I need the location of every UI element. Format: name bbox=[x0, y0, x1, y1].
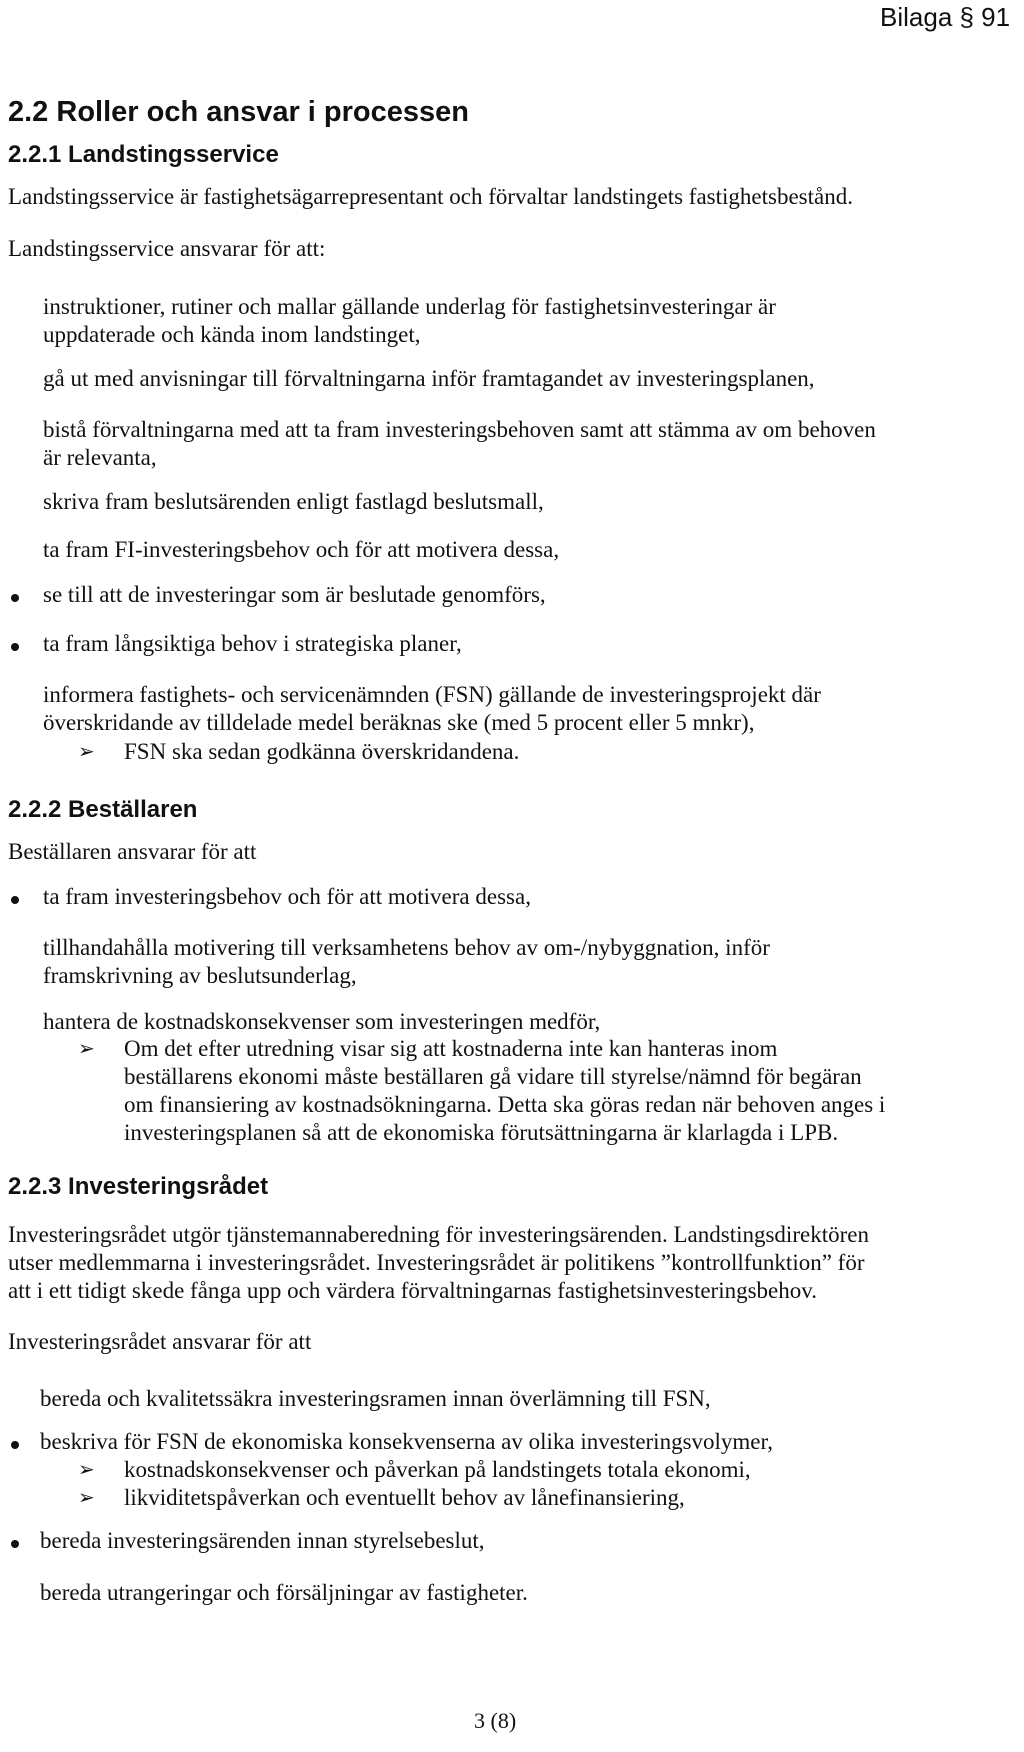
list-item-continuation: är relevanta, bbox=[43, 445, 157, 470]
bullet-icon bbox=[11, 1441, 19, 1449]
section-heading: 2.2 Roller och ansvar i processen bbox=[8, 96, 469, 128]
list-item: bereda och kvalitetssäkra investeringsramen innan överlämning till FSN, bbox=[40, 1386, 711, 1411]
investeringsradet-lead: Investeringsrådet ansvarar för att bbox=[8, 1329, 312, 1354]
page-number: 3 (8) bbox=[474, 1708, 517, 1733]
sub-list-item: kostnadskonsekvenser och påverkan på landstingets totala ekonomi, bbox=[124, 1457, 751, 1482]
list-item: beskriva för FSN de ekonomiska konsekvenserna av olika investeringsvolymer, bbox=[40, 1429, 774, 1454]
list-item-continuation: framskrivning av beslutsunderlag, bbox=[43, 963, 357, 988]
bullet-icon bbox=[11, 896, 19, 904]
subsection-heading-landstingsservice: 2.2.1 Landstingsservice bbox=[8, 141, 279, 168]
arrow-bullet-icon: ➢ bbox=[78, 1036, 95, 1060]
list-item: bistå förvaltningarna med att ta fram investeringsbehoven samt att stämma av om behoven bbox=[43, 417, 876, 442]
arrow-bullet-icon: ➢ bbox=[78, 1457, 95, 1481]
list-item: ta fram investeringsbehov och för att motivera dessa, bbox=[43, 884, 531, 909]
list-item: skriva fram beslutsärenden enligt fastlagd beslutsmall, bbox=[43, 489, 544, 514]
arrow-bullet-icon: ➢ bbox=[78, 739, 95, 763]
list-item: gå ut med anvisningar till förvaltningarna inför framtagandet av investeringsplanen, bbox=[43, 366, 815, 391]
sub-list-item: likviditetspåverkan och eventuellt behov av lånefinansiering, bbox=[124, 1485, 685, 1510]
list-item: hantera de kostnadskonsekvenser som investeringen medför, bbox=[43, 1009, 601, 1034]
sub-list-item-continuation: investeringsplanen så att de ekonomiska förutsättningarna är klarlagda i LPB. bbox=[124, 1120, 839, 1145]
list-item-continuation: uppdaterade och kända inom landstinget, bbox=[43, 322, 421, 347]
sub-list-item-continuation: om finansiering av kostnadsökningarna. Detta ska göras redan när behoven anges i bbox=[124, 1092, 886, 1117]
investeringsradet-intro: att i ett tidigt skede fånga upp och värdera förvaltningarnas fastighetsinvesteringsbehov. bbox=[8, 1278, 818, 1303]
list-item: se till att de investeringar som är beslutade genomförs, bbox=[43, 582, 546, 607]
investeringsradet-intro: utser medlemmarna i investeringsrådet. Investeringsrådet är politikens ”kontrollfunktion” för bbox=[8, 1250, 865, 1275]
list-item-continuation: överskridande av tilldelade medel beräknas ske (med 5 procent eller 5 mnkr), bbox=[43, 710, 755, 735]
sub-list-item: FSN ska sedan godkänna överskridandena. bbox=[124, 739, 520, 764]
bullet-icon bbox=[11, 594, 19, 602]
list-item: bereda utrangeringar och försäljningar av fastigheter. bbox=[40, 1580, 528, 1605]
sub-list-item-continuation: beställarens ekonomi måste beställaren gå vidare till styrelse/nämnd för begäran bbox=[124, 1064, 862, 1089]
investeringsradet-intro: Investeringsrådet utgör tjänstemannaberedning för investeringsärenden. Landstingsdirektören bbox=[8, 1222, 869, 1247]
bestallaren-lead: Beställaren ansvarar för att bbox=[8, 839, 257, 864]
bullet-icon bbox=[11, 643, 19, 651]
list-item: ta fram FI-investeringsbehov och för att motivera dessa, bbox=[43, 537, 560, 562]
list-item: ta fram långsiktiga behov i strategiska planer, bbox=[43, 631, 462, 656]
arrow-bullet-icon: ➢ bbox=[78, 1485, 95, 1509]
bullet-icon bbox=[11, 1540, 19, 1548]
annex-label: Bilaga § 91 bbox=[880, 2, 1011, 32]
subsection-heading-investeringsradet: 2.2.3 Investeringsrådet bbox=[8, 1173, 269, 1200]
list-item: informera fastighets- och servicenämnden (FSN) gällande de investeringsprojekt där bbox=[43, 682, 821, 707]
list-item: tillhandahålla motivering till verksamhetens behov av om-/nybyggnation, inför bbox=[43, 935, 770, 960]
subsection-heading-bestallaren: 2.2.2 Beställaren bbox=[8, 796, 198, 823]
sub-list-item: Om det efter utredning visar sig att kostnaderna inte kan hanteras inom bbox=[124, 1036, 778, 1061]
list-item: bereda investeringsärenden innan styrelsebeslut, bbox=[40, 1528, 485, 1553]
landstingsservice-lead: Landstingsservice ansvarar för att: bbox=[8, 236, 326, 261]
list-item: instruktioner, rutiner och mallar gällande underlag för fastighetsinvesteringar är bbox=[43, 294, 776, 319]
landstingsservice-intro: Landstingsservice är fastighetsägarrepresentant och förvaltar landstingets fastighetsbestånd. bbox=[8, 184, 853, 209]
